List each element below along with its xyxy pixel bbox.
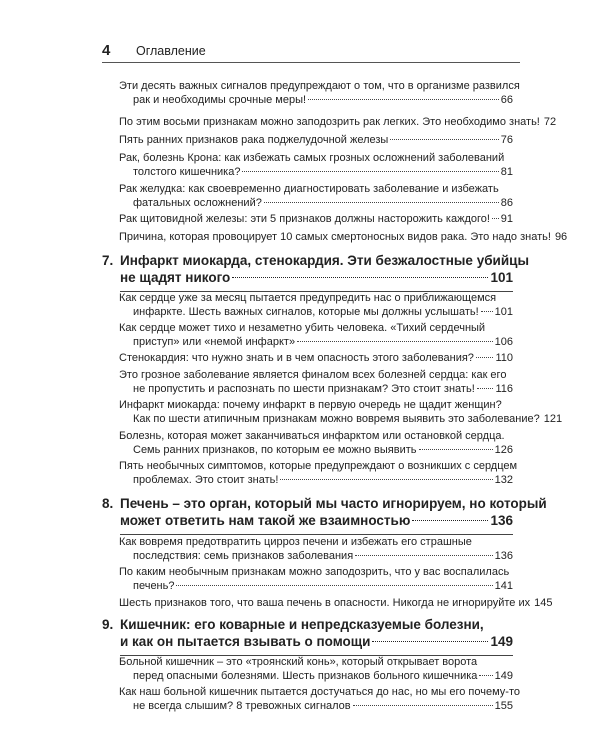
leader-dots bbox=[355, 555, 492, 556]
entry-page: 155 bbox=[494, 699, 513, 712]
leader-dots bbox=[308, 99, 499, 100]
toc-entry[interactable] bbox=[119, 597, 553, 611]
chapter-heading[interactable] bbox=[102, 616, 513, 650]
entry-page: 126 bbox=[494, 443, 513, 456]
entry-title: Причина, которая провоцирует 10 самых смертоносных видов рака. Это надо знать! bbox=[119, 231, 551, 243]
entry-title-line2: толстого кишечника? bbox=[133, 165, 241, 178]
toc-entry[interactable] bbox=[119, 460, 518, 487]
leader-dots bbox=[492, 218, 499, 219]
entry-title-line1: Как сердце уже за месяц пытается предупредить нас о приближающемся bbox=[119, 292, 497, 304]
toc-entry[interactable] bbox=[119, 116, 557, 130]
entry-page: 86 bbox=[500, 196, 513, 209]
toc-entry[interactable] bbox=[119, 399, 563, 426]
entry-title-line2: инфаркте. Шесть важных сигналов, которые мы должны услышать! bbox=[133, 305, 479, 318]
toc-entry[interactable] bbox=[119, 352, 513, 366]
entry-title-line2: фатальных осложнений? bbox=[133, 196, 262, 209]
chapter-title-line2: не щадят никого bbox=[120, 270, 231, 285]
toc-entry[interactable] bbox=[119, 322, 513, 349]
entry-page: 91 bbox=[500, 213, 513, 225]
entry-title: По этим восьми признакам можно заподозрить рак легких. Это необходимо знать! bbox=[119, 116, 540, 128]
entry-title-line1: Болезнь, которая может заканчиваться инфарктом или остановкой сердца. bbox=[119, 430, 505, 442]
entry-title-line2: Семь ранних признаков, по которым ее можно выявить bbox=[133, 443, 417, 456]
chapter-heading[interactable] bbox=[102, 495, 547, 529]
leader-dots bbox=[476, 357, 494, 358]
entry-title-line1: Пять необычных симптомов, которые предупреждают о возникших с сердцем bbox=[119, 460, 518, 472]
entry-title-line2: последствия: семь признаков заболевания bbox=[133, 549, 354, 562]
entry-page: 136 bbox=[494, 549, 513, 562]
entry-title-line2: Как по шести атипичным признакам можно вовремя выявить это заболевание? bbox=[133, 412, 540, 425]
entry-title-line1: По каким необычным признакам можно заподозрить, что у вас воспалилась bbox=[119, 566, 510, 578]
leader-dots bbox=[242, 171, 498, 172]
entry-page: 96 bbox=[554, 231, 568, 243]
entry-page: 110 bbox=[495, 352, 513, 364]
entry-page: 76 bbox=[500, 134, 513, 146]
chapter-title-line2: и как он пытается взывать о помощи bbox=[120, 634, 371, 649]
toc-entry[interactable] bbox=[119, 213, 513, 227]
entry-title-line1: Как сердце может тихо и незаметно убить человека. «Тихий сердечный bbox=[119, 322, 486, 334]
section-title: Оглавление bbox=[136, 44, 206, 58]
page-number: 4 bbox=[102, 42, 111, 59]
toc-entry[interactable] bbox=[119, 430, 513, 457]
entry-title: Рак щитовидной железы: эти 5 признаков должны насторожить каждого! bbox=[119, 213, 490, 225]
entry-title-line2: приступ» или «немой инфаркт» bbox=[133, 335, 296, 348]
page-header bbox=[100, 36, 520, 60]
entry-page: 116 bbox=[495, 382, 513, 395]
chapter-title-line1: Печень – это орган, который мы часто игнорируем, но который bbox=[120, 496, 547, 511]
toc-entry[interactable] bbox=[119, 536, 513, 563]
entry-title-line2: не всегда слышим? 8 тревожных сигналов bbox=[133, 699, 351, 712]
toc-entry[interactable] bbox=[119, 183, 513, 210]
chapter-title-line1: Кишечник: его коварные и непредсказуемые болезни, bbox=[120, 617, 484, 632]
entry-title-line2: печень? bbox=[133, 579, 175, 592]
leader-dots bbox=[232, 277, 488, 278]
header-rule bbox=[102, 62, 520, 63]
toc-entry[interactable] bbox=[119, 566, 513, 593]
entry-page: 81 bbox=[500, 165, 513, 178]
chapter-page: 101 bbox=[490, 270, 513, 285]
entry-title-line2: перед опасными болезнями. Шесть признаков больного кишечника bbox=[133, 669, 478, 682]
entry-title-line1: Больной кишечник – это «троянский конь», который открывает ворота bbox=[119, 656, 478, 668]
toc-entry[interactable] bbox=[119, 134, 513, 148]
entry-title-line1: Эти десять важных сигналов предупреждают о том, что в организме развился bbox=[119, 80, 520, 92]
chapter-heading[interactable] bbox=[102, 252, 529, 286]
toc-entry[interactable] bbox=[119, 656, 513, 683]
entry-title-line1: Рак желудка: как своевременно диагностировать заболевание и избежать bbox=[119, 183, 499, 195]
chapter-number: 7. bbox=[102, 253, 114, 268]
chapter-page: 136 bbox=[490, 513, 513, 528]
entry-title: Пять ранних признаков рака поджелудочной железы bbox=[119, 134, 389, 146]
entry-title-line1: Как вовремя предотвратить цирроз печени и избежать его страшные bbox=[119, 536, 472, 548]
chapter-page: 149 bbox=[490, 634, 513, 649]
entry-page: 106 bbox=[494, 335, 513, 348]
entry-title-line1: Это грозное заболевание является финалом всех болезней сердца: как его bbox=[119, 369, 507, 381]
toc-entry[interactable] bbox=[119, 686, 520, 713]
leader-dots bbox=[280, 479, 492, 480]
entry-page: 149 bbox=[494, 669, 513, 682]
entry-page: 101 bbox=[494, 305, 513, 318]
leader-dots bbox=[481, 311, 493, 312]
entry-page: 141 bbox=[494, 579, 513, 592]
leader-dots bbox=[477, 388, 494, 389]
leader-dots bbox=[390, 139, 498, 140]
toc-entry[interactable] bbox=[119, 369, 513, 396]
entry-title-line1: Рак, болезнь Крона: как избежать самых грозных осложнений заболеваний bbox=[119, 152, 505, 164]
leader-dots bbox=[479, 675, 492, 676]
entry-title: Шесть признаков того, что ваша печень в опасности. Никогда не игнорируйте их bbox=[119, 597, 531, 609]
leader-dots bbox=[419, 449, 493, 450]
chapter-number: 9. bbox=[102, 617, 114, 632]
chapter-title-line1: Инфаркт миокарда, стенокардия. Эти безжалостные убийцы bbox=[120, 253, 529, 268]
leader-dots bbox=[412, 520, 488, 521]
entry-page: 72 bbox=[543, 116, 557, 128]
entry-title-line2: проблемах. Это стоит знать! bbox=[133, 473, 279, 486]
entry-title-line1: Инфаркт миокарда: почему инфаркт в первую очередь не щадит женщин? bbox=[119, 399, 502, 411]
entry-title: Стенокардия: что нужно знать и в чем опасность этого заболевания? bbox=[119, 352, 474, 364]
chapter-title-line2: может ответить нам такой же взаимностью bbox=[120, 513, 411, 528]
leader-dots bbox=[372, 641, 488, 642]
leader-dots bbox=[353, 705, 493, 706]
leader-dots bbox=[264, 202, 499, 203]
leader-dots bbox=[297, 341, 493, 342]
entry-title-line2: рак и необходимы срочные меры! bbox=[133, 93, 307, 106]
entry-title-line2: не пропустить и распознать по шести признакам? Это стоит знать! bbox=[133, 382, 475, 395]
entry-page: 66 bbox=[500, 93, 513, 106]
entry-page: 121 bbox=[543, 412, 563, 425]
toc-entry[interactable] bbox=[119, 231, 568, 245]
leader-dots bbox=[176, 585, 492, 586]
entry-title-line1: Как наш больной кишечник пытается достучаться до нас, но мы его почему-то bbox=[119, 686, 520, 698]
entry-page: 145 bbox=[534, 597, 553, 609]
toc-entry[interactable] bbox=[119, 80, 520, 107]
entry-page: 132 bbox=[494, 473, 513, 486]
chapter-rule bbox=[120, 534, 513, 535]
toc-entry[interactable] bbox=[119, 292, 513, 319]
chapter-number: 8. bbox=[102, 496, 114, 511]
toc-entry[interactable] bbox=[119, 152, 513, 179]
